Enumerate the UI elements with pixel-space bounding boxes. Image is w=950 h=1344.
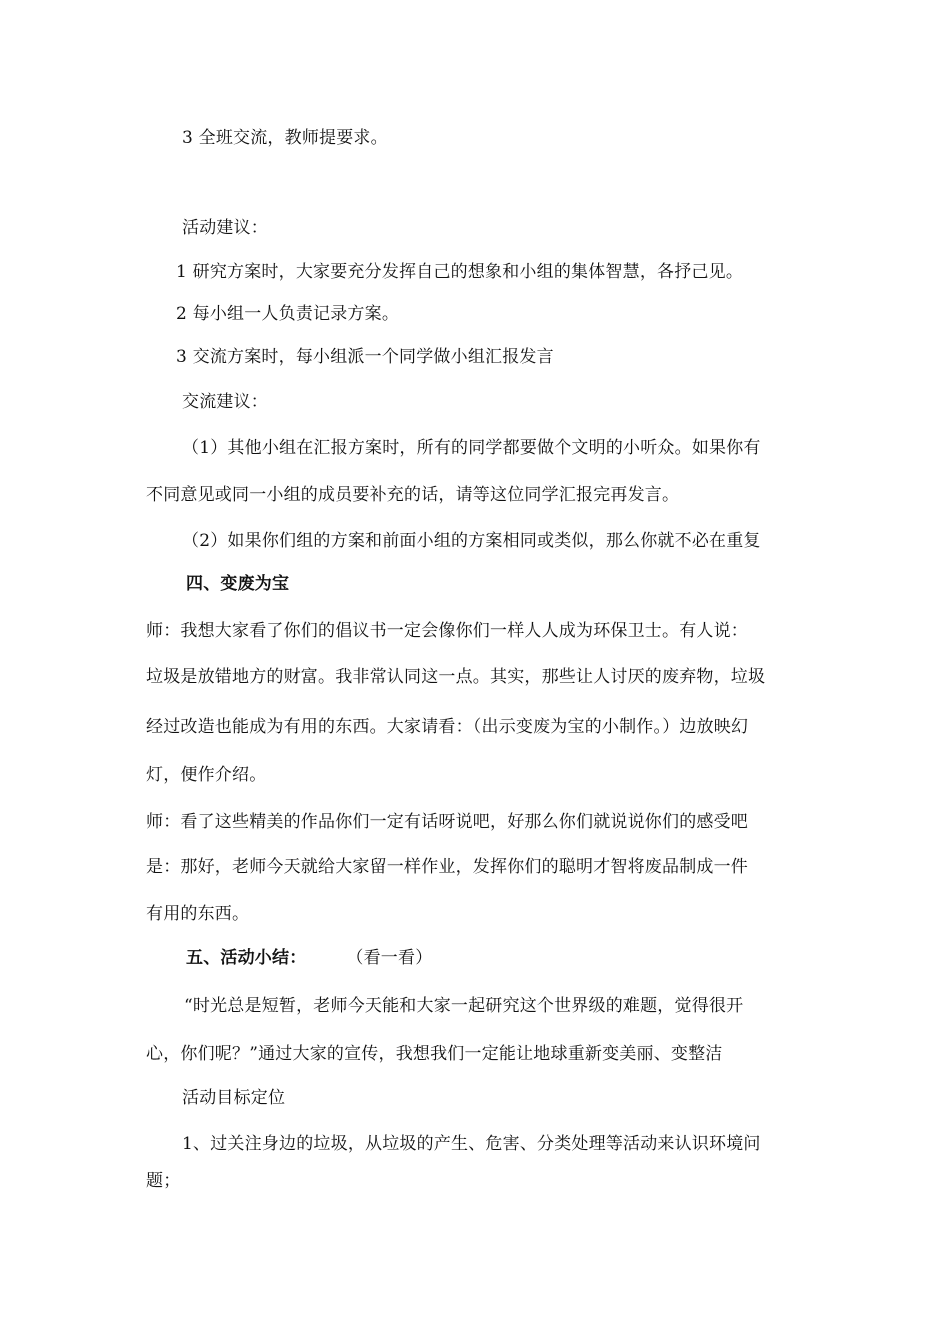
teacher-paragraph-1-line-3: 经过改造也能成为有用的东西。大家请看：（出示变废为宝的小制作。）边放映幻 bbox=[146, 717, 749, 737]
goal-1-line-1: 1、过关注身边的垃圾，从垃圾的产生、危害、分类处理等活动来认识环境问 bbox=[182, 1134, 761, 1154]
step-3-class-exchange: 3 全班交流，教师提要求。 bbox=[182, 128, 388, 148]
exchange-suggestion-1-line-1: （1）其他小组在汇报方案时，所有的同学都要做个文明的小听众。如果你有 bbox=[182, 438, 761, 458]
suggestion-2: 2 每小组一人负责记录方案。 bbox=[176, 304, 400, 324]
section-4-heading: 四、变废为宝 bbox=[186, 574, 290, 594]
teacher-paragraph-2-line-3: 有用的东西。 bbox=[146, 904, 250, 924]
summary-paragraph-line-2: 心，你们呢？”通过大家的宣传，我想我们一定能让地球重新变美丽、变整洁 bbox=[146, 1044, 723, 1064]
exchange-suggestions-heading: 交流建议： bbox=[182, 392, 268, 412]
section-5-heading: 五、活动小结： bbox=[186, 948, 307, 968]
activity-suggestions-heading: 活动建议： bbox=[182, 218, 268, 238]
teacher-paragraph-1-line-1: 师：我想大家看了你们的倡议书一定会像你们一样人人成为环保卫士。有人说： bbox=[146, 621, 748, 641]
teacher-paragraph-2-line-2: 是：那好，老师今天就给大家留一样作业，发挥你们的聪明才智将废品制成一件 bbox=[146, 857, 748, 877]
teacher-paragraph-1-line-2: 垃圾是放错地方的财富。我非常认同这一点。其实，那些让人讨厌的废弃物，垃圾 bbox=[146, 667, 766, 687]
section-5-note: （看一看） bbox=[346, 948, 433, 968]
exchange-suggestion-1-line-2: 不同意见或同一小组的成员要补充的话，请等这位同学汇报完再发言。 bbox=[146, 485, 680, 505]
summary-paragraph-line-1: “时光总是短暂，老师今天能和大家一起研究这个世界级的难题，觉得很开 bbox=[184, 996, 744, 1016]
activity-goals-heading: 活动目标定位 bbox=[182, 1088, 286, 1108]
suggestion-3: 3 交流方案时，每小组派一个同学做小组汇报发言 bbox=[176, 347, 554, 367]
teacher-paragraph-2-line-1: 师：看了这些精美的作品你们一定有话呀说吧，好那么你们就说说你们的感受吧 bbox=[146, 812, 748, 832]
suggestion-1: 1 研究方案时，大家要充分发挥自己的想象和小组的集体智慧，各抒己见。 bbox=[176, 262, 744, 282]
exchange-suggestion-2: （2）如果你们组的方案和前面小组的方案相同或类似，那么你就不必在重复 bbox=[182, 531, 761, 551]
goal-1-line-2: 题； bbox=[146, 1171, 181, 1191]
section-5-line bbox=[186, 947, 432, 969]
teacher-paragraph-1-line-4: 灯，便作介绍。 bbox=[146, 765, 267, 785]
